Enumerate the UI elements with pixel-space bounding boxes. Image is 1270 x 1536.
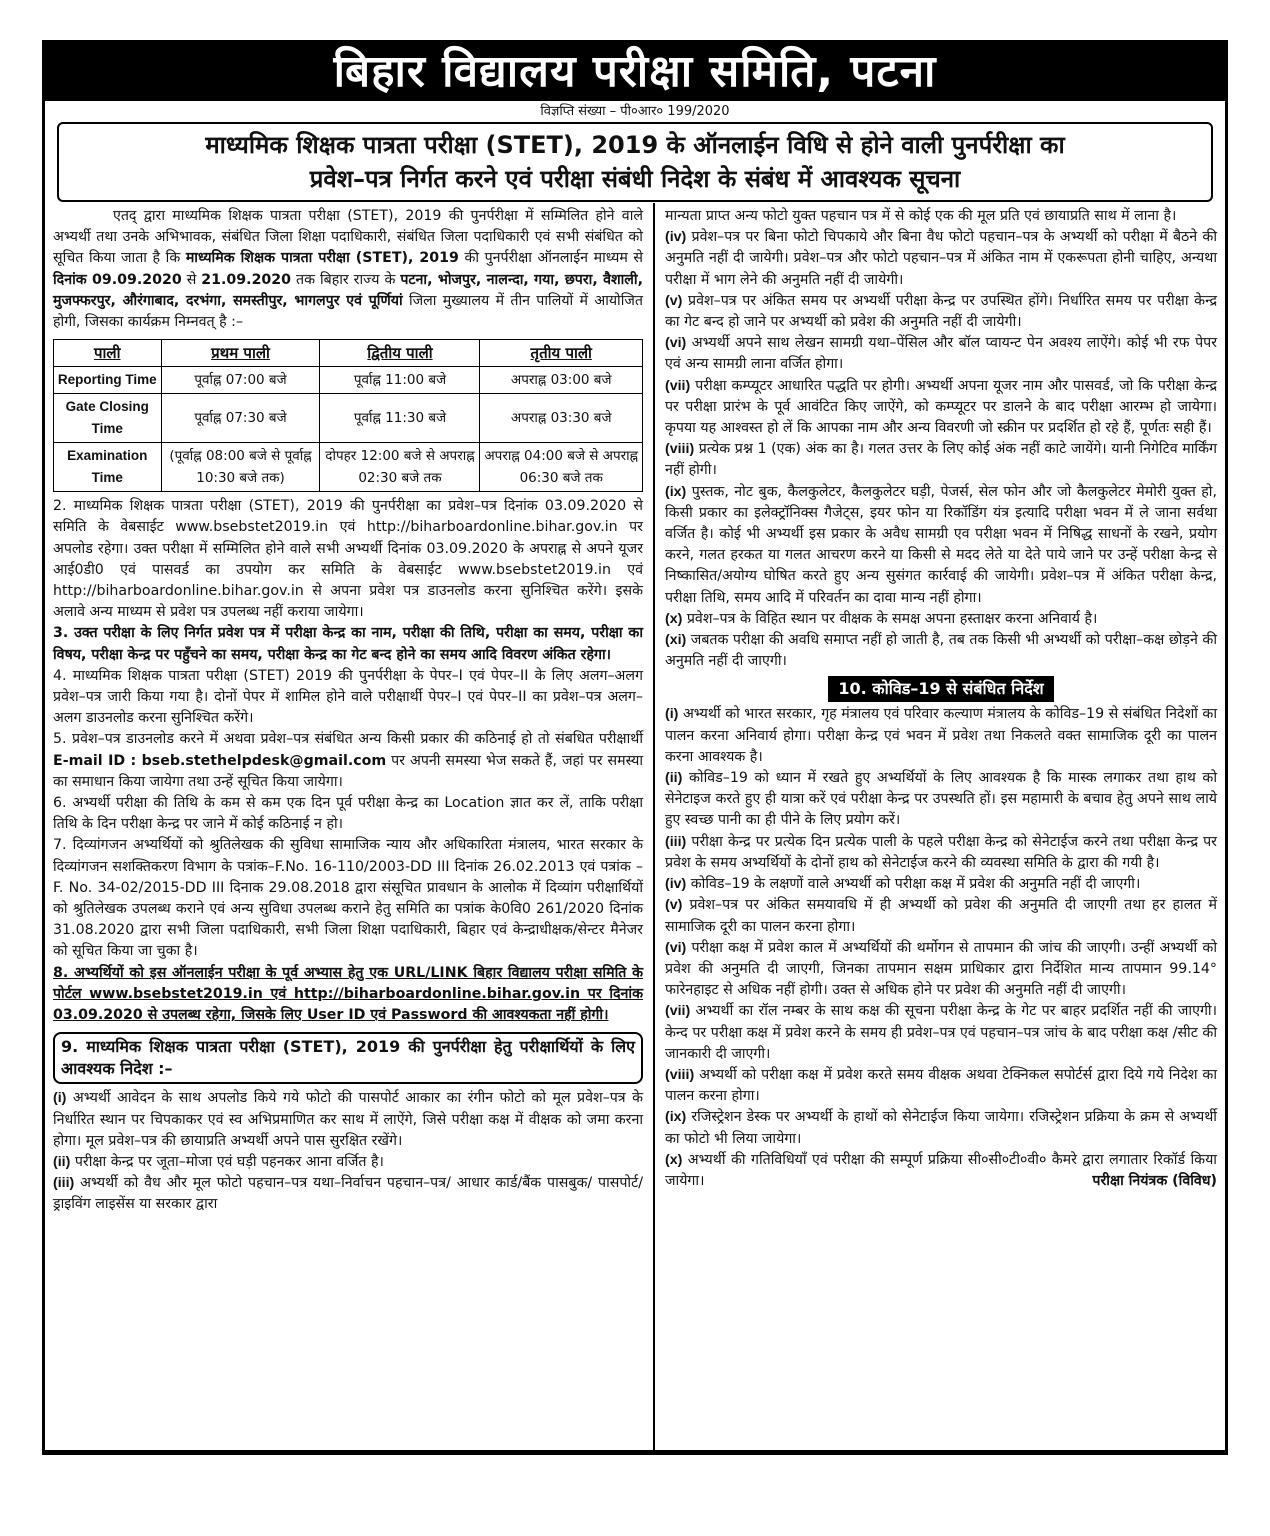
item-number: (x) bbox=[665, 1151, 683, 1168]
table-cell: पूर्वाह्न 11:30 बजे bbox=[320, 394, 480, 443]
sec10-item bbox=[665, 768, 1217, 832]
table-cell: अपराह्न 03:00 बजे bbox=[480, 367, 643, 394]
column-header: प्रथम पाली bbox=[161, 340, 320, 367]
sec9-item bbox=[665, 630, 1217, 672]
item-text: पुस्तक, नोट बुक, कैलकुलेटर, कैलकुलेटर घड़ी, पेजर्स, सेल फोन और जो कैलकुलेटर मेमोरी युक्त हो, किसी प्रकार का इलेक्ट्रॉनिक्स गैजेट्स, इयर फोन या रिकॉडिंग यंत्र इत्यादि परीक्षा भवन में ले जाना सर्वथा वर्जित है। कोई भी अभ्यर्थी इस प्रकार के अवैध सामग्री एव परीक्षा भवन में निषिद्ध साधनों के रखने, प्रयोग करने, गलत हरकत या गलत आचरण करने या किसी से मदद लेते या देते पाये जाने पर उन्हें परीक्षा केन्द्र से निष्कासित/अयोग्य घोषित करते हुए अन्य सुसंगत कार्रवाई की जायेगी। प्रवेश–पत्र में अंकित परीक्षा केन्द्र, परीक्षा तिथि, समय आदि में परिवर्तन का दावा मान्य नहीं होगा। bbox=[665, 483, 1217, 606]
exam-name: माध्यमिक शिक्षक पात्रता परीक्षा (STET), 2019 bbox=[185, 250, 459, 267]
notice-sheet bbox=[42, 40, 1228, 1455]
district-list: पटना, भोजपुर, नालन्दा, गया, छपरा, वैशाली, मुजफ्फरपुर, औरंगाबाद, दरभंगा, समस्तीपुर, भागलपुर एवं पूर्णियां bbox=[53, 271, 643, 309]
shift-schedule-table bbox=[53, 339, 643, 492]
sec10-item bbox=[665, 1001, 1217, 1065]
section-10-title: 10. कोविड–19 से संबंधित निर्देश bbox=[828, 676, 1053, 702]
intro-text: जिला मुख्यालय में तीन पालियों में आयोजित होगी, जिसका कार्यक्रम निम्नवत् है :– bbox=[53, 292, 644, 331]
end-date: 21.09.2020 bbox=[201, 271, 292, 288]
column-header: तृतीय पाली bbox=[480, 340, 643, 367]
item-text: प्रवेश–पत्र पर अंकित समयावधि में ही अभ्यर्थी को प्रवेश की अनुमति दी जाएगी तथा हर हालत में सामाजिक दूरी का पालन करना होगा। bbox=[665, 897, 1217, 935]
column-header: द्वितीय पाली bbox=[320, 340, 480, 367]
intro-text: से bbox=[181, 271, 202, 288]
item-number: (vii) bbox=[665, 1003, 691, 1020]
right-column bbox=[655, 203, 1225, 1450]
item-text: अभ्यर्थी का रॉल नम्बर के साथ कक्ष की सूचना परीक्षा केन्द्र के गेट पर बाहर प्रदर्शित नहीं की जाएगी। केन्द पर परीक्षा कक्ष में प्रवेश करने के समय ही प्रवेश–पत्र एवं पहचान–पत्र जांच के बाद परीक्षा कक्ष /सीट की जानकारी दी जाएगी। bbox=[665, 1003, 1217, 1062]
start-date: दिनांक 09.09.2020 bbox=[53, 271, 182, 288]
item-text: परीक्षा केन्द्र पर प्रत्येक दिन प्रत्येक पाली के पहले परीक्षा केन्द्र को सेनेटाईज करने तथा परीक्षा केन्द्र पर प्रवेश के समय अभ्यर्थियों के दोनों हाथ को सेनेटाईज करने की व्यवस्था समिति के द्वारा की गयी है। bbox=[665, 833, 1217, 871]
sec9-item bbox=[53, 1088, 643, 1152]
table-header-row bbox=[54, 340, 643, 367]
item-text: अभ्यर्थी आवेदन के साथ अपलोड किये गये फोटो की पासपोर्ट आकार का रंगीन फोटो को मूल प्रवेश–पत्र के निर्धारित स्थान पर चिपकाकर एवं स्व अभिप्रमाणित कर साथ में लाऐंगे, जिसे परीक्षा कक्ष में वीक्षक को जमा करना होगा। मूल प्रवेश–पत्र की छायाप्रति अभ्यर्थी अपने पास सुरक्षित रखेंगे। bbox=[53, 1090, 643, 1149]
org-masthead bbox=[45, 43, 1225, 101]
sec10-item bbox=[665, 1107, 1217, 1149]
table-cell: पूर्वाह्न 07:30 बजे bbox=[161, 394, 320, 443]
point-3-text: 3. उक्त परीक्षा के लिए निर्गत प्रवेश पत्र में परीक्षा केन्द्र का नाम, परीक्षा की तिथि, परीक्षा का समय, परीक्षा का विषय, परीक्षा केन्द्र पर पहुँचने का समय, परीक्षा केन्द्र का गेट बन्द होने का समय आदि विवरण अंकित रहेगा। bbox=[53, 625, 643, 663]
item-number: (v) bbox=[665, 897, 683, 914]
intro-text: की पुनर्परीक्षा ऑनलाईन माध्यम से bbox=[458, 250, 644, 267]
item-number: (v) bbox=[665, 292, 683, 309]
item-number: (viii) bbox=[665, 441, 695, 458]
item-number: (ix) bbox=[665, 483, 687, 500]
body-columns bbox=[45, 203, 1225, 1450]
org-title: बिहार विद्यालय परीक्षा समिति, पटना bbox=[333, 46, 937, 97]
item-text: अभ्यर्थी को परीक्षा कक्ष में प्रवेश करते समय वीक्षक अथवा टेक्निकल सपोर्टर्स द्वारा दिये गये निदेश का पालन करना होगा। bbox=[665, 1066, 1217, 1105]
sec10-item bbox=[665, 895, 1217, 937]
table-cell: अपराह्न 03:30 बजे bbox=[480, 394, 643, 443]
point-8 bbox=[53, 963, 643, 1027]
item-number: (iii) bbox=[53, 1175, 75, 1192]
item-number: (iii) bbox=[665, 833, 687, 850]
column-header: पाली bbox=[54, 340, 162, 367]
item-number: (i) bbox=[665, 706, 679, 723]
item-number: (iv) bbox=[665, 876, 687, 893]
sec9-item bbox=[665, 482, 1217, 609]
sec9-item bbox=[53, 1152, 643, 1173]
table-row bbox=[54, 394, 643, 443]
item-number: (vii) bbox=[665, 377, 691, 394]
item-text: प्रवेश–पत्र पर अंकित समय पर अभ्यर्थी परीक्षा केन्द्र पर उपस्थित होंगे। निर्धारित समय पर परीक्षा केन्द्र का गेट बन्द हो जाने पर अभ्यर्थी को प्रवेश की अनुमति नहीं दी जायेगी। bbox=[665, 292, 1217, 331]
point-7: 7. दिव्यांगजन अभ्यर्थियों को श्रुतिलेखक की सुविधा सामाजिक न्याय और अधिकारिता मंत्रालय, भारत सरकार के दिव्यांगजन सशक्तिकरण विभाग के पत्रांक–F.No. 16-110/2003-DD III दिनांक 26.02.2013 एवं पत्रांक –F. No. 34-02/2015-DD III दिनाक 29.08.2018 द्वारा संसूचित प्रावधान के आलोक में दिव्यांग परीक्षार्थियों को श्रुतिलेखक उपलब्ध कराने एवं अन्य सुविधा उपलब्ध कराने हेतु समिति का पत्रांक के0वि0 261/2020 दिनांक 31.08.2020 द्वारा सभी जिला पदाधिकारी, सभी जिला शिक्षा पदाधिकारी, बिहार एवं केन्द्राधीक्षक/सेन्टर मैनेजर को सूचित किया जा चुका है। bbox=[53, 837, 643, 960]
notice-title bbox=[57, 122, 1213, 202]
title-line-2: प्रवेश–पत्र निर्गत करने एवं परीक्षा संबंधी निदेश के संबंध में आवश्यक सूचना bbox=[309, 165, 961, 193]
item-number: (vi) bbox=[665, 335, 687, 352]
table-cell: अपराह्न 04:00 बजे से अपराह्न 06:30 बजे तक bbox=[480, 443, 643, 492]
item-number: (x) bbox=[665, 610, 683, 627]
sec10-item bbox=[665, 832, 1217, 874]
row-label: Gate Closing Time bbox=[54, 394, 162, 443]
item-number: (viii) bbox=[665, 1066, 695, 1083]
notice-number: विज्ञप्ति संख्या – पी०आर० 199/2020 bbox=[540, 104, 730, 119]
table-cell: पूर्वाह्न 11:00 बजे bbox=[320, 367, 480, 394]
row-label: Examination Time bbox=[54, 443, 162, 492]
point-5-text: 5. प्रवेश–पत्र डाउनलोड करने में अथवा प्रवेश–पत्र संबंधित अन्य किसी प्रकार की कठिनाई हो तो संबधित परीक्षार्थी bbox=[53, 731, 643, 748]
intro-text: तक बिहार राज्य के bbox=[291, 271, 401, 288]
item-text: प्रवेश–पत्र के विहित स्थान पर वीक्षक के समक्ष अपना हस्ताक्षर करना अनिवार्य है। bbox=[682, 610, 1098, 627]
item-number: (xi) bbox=[665, 632, 687, 649]
item-text: अभ्यर्थी को वैध और मूल फोटो पहचान–पत्र यथा–निर्वाचन पहचान–पत्र/ आधार कार्ड/बैंक पासबुक/ पासपोर्ट/ ड्राइविंग लाइसेंस या सरकार द्वारा bbox=[53, 1175, 643, 1213]
item-number: (i) bbox=[53, 1090, 67, 1107]
item-text: परीक्षा कम्प्यूटर आधारित पद्धति पर होगी। अभ्यर्थी अपना यूजर नाम और पासवर्ड, जो कि परीक्षा केन्द्र पर परीक्षा प्रारंभ के पूर्व आवंटित किए जाऐंगे, को कम्प्यूटर पर डालने के बाद परीक्षा आरम्भ हो जायेगा। कृपया यह आश्वस्त हो लें कि आपका नाम और अन्य विवरणी जो स्क्रीन पर प्रदर्शित हो रहे हैं, पूर्णतः सही हैं। bbox=[665, 377, 1217, 437]
helpdesk-email[interactable]: E-mail ID : bseb.stethelpdesk@gmail.com bbox=[53, 752, 387, 769]
item-number: (ii) bbox=[53, 1153, 71, 1170]
item-number: (iv) bbox=[665, 229, 687, 246]
point-5-text: पर अपनी समस्या भेज सकते हैं, जहां पर समस्या का समाधान किया जायेगा तथा उन्हें सूचित किया जायेगा। bbox=[53, 752, 643, 790]
point-5 bbox=[53, 729, 643, 793]
item-text: जबतक परीक्षा की अवधि समाप्त नहीं हो जाती है, तब तक किसी भी अभ्यर्थी को परीक्षा–कक्ष छोड़ने की अनुमति नहीं दी जाएगी। bbox=[665, 632, 1217, 670]
sec9-item bbox=[665, 439, 1217, 481]
item-text: कोविड–19 को ध्यान में रखते हुए अभ्यर्थियों के लिए आवश्यक है कि मास्क लगाकर तथा हाथ को सेनेटाइज करते हुए ही यात्रा करें एवं परीक्षा केन्द्र पर उपस्थति हों। इस महामारी के बचाव हेतु अपने साथ लाये हुए स्वच्छ पानी का ही पीने के लिए प्रयोग करें। bbox=[665, 770, 1217, 829]
item-text: अभ्यर्थी को भारत सरकार, गृह मंत्रालय एवं परिवार कल्याण मंत्रालय के कोविड–19 से संबंधित निदेशों का पालन करना अनिवार्य होगा। परीक्षा केन्द्र एवं भवन में प्रवेश तथा निकलते वक्त सामाजिक दूरी का पालन करना आवश्यक है। bbox=[665, 706, 1217, 765]
item-text: अभ्यर्थी की गतिविधियाँ एवं परीक्षा की सम्पूर्ण प्रक्रिया सी०सी०टी०वी० कैमरे द्वारा लगातार रिकॉर्ड किया जायेगा। bbox=[665, 1151, 1217, 1189]
point-6: 6. अभ्यर्थी परीक्षा की तिथि के कम से कम एक दिन पूर्व परीक्षा केन्द्र का Location ज्ञात कर लें, ताकि परीक्षा तिथि के दिन परीक्षा केन्द्र पर जाने में कोई कठिनाई न हो। bbox=[53, 795, 643, 833]
sec9-item bbox=[665, 291, 1217, 333]
point-8-text: 8. अभ्यर्थियों को इस ऑनलाईन परीक्षा के पूर्व अभ्यास हेतु एक URL/LINK बिहार विद्यालय परीक्षा समिति के पोर्टल www.bsebstet2019.in एवं http://biharboardonline.bihar.gov.in पर दिनांक 03.09.2020 से उपलब्ध रहेगा, जिसके लिए User ID एवं Password की आवश्यकता नहीं होगी। bbox=[53, 964, 643, 1024]
sec9-item bbox=[665, 333, 1217, 375]
item-text: अभ्यर्थी अपने साथ लेखन सामग्री यथा–पेंसिल और बॉल प्वायन्ट पेन अवश्य लाऐंगे। कोई भी रफ पेपर एवं अन्य सामग्री लाना वर्जित होगा। bbox=[665, 335, 1217, 373]
table-cell: दोपहर 12:00 बजे से अपराह्न 02:30 बजे तक bbox=[320, 443, 480, 492]
sec9-item bbox=[665, 227, 1217, 291]
table-cell: पूर्वाह्न 07:00 बजे bbox=[161, 367, 320, 394]
sec9-item bbox=[53, 1173, 643, 1215]
intro-text: एतद् द्वारा माध्यमिक शिक्षक पात्रता परीक्षा (STET), 2019 की पुनर्परीक्षा में सम्मिलित होने वाले अभ्यर्थी तथा उनके अभिभावक, संबंधित जिला शिक्षा पदाधिकारी, संबंधित जिला पदाधिकारी एवं सभी संबंधित को सूचित किया जाता है कि bbox=[53, 208, 643, 267]
row-label: Reporting Time bbox=[54, 367, 162, 394]
table-row bbox=[54, 367, 643, 394]
sec10-item bbox=[665, 938, 1217, 1002]
item-text: रजिस्ट्रेशन डेस्क पर अभ्यर्थी के हाथों को सेनेटाईज किया जायेगा। रजिस्ट्रेशन प्रक्रिया के क्रम से अभ्यर्थी का फोटो भी लिया जायेगा। bbox=[665, 1109, 1217, 1147]
table-cell: (पूर्वाह्न 08:00 बजे से पूर्वाह्न 10:30 बजे तक) bbox=[161, 443, 320, 492]
sec9-item bbox=[665, 609, 1217, 630]
intro-paragraph bbox=[53, 206, 643, 333]
point-4: 4. माध्यमिक शिक्षक पात्रता परीक्षा (STET) 2019 की पुनर्परीक्षा के पेपर–I एवं पेपर–II के लिए अलग–अलग प्रवेश–पत्र जारी किया गया है। दोनों पेपर में शामिल होने वाले परीक्षार्थी पेपर–I एवं पेपर–II का प्रवेश–पत्र अलग–अलग डाउनलोड करना सुनिश्चित करेंगे। bbox=[53, 667, 643, 727]
title-line-1: माध्यमिक शिक्षक पात्रता परीक्षा (STET), 2019 के ऑनलाईन विधि से होने वाली पुनर्परीक्षा का bbox=[205, 131, 1065, 159]
point-2: 2. माध्यमिक शिक्षक पात्रता परीक्षा (STET), 2019 की पुनर्परीक्षा का प्रवेश–पत्र दिनांक 03.09.2020 से समिति के वेबसाईट www.bsebstet2019.in एवं http://biharboardonline.bihar.gov.in पर अपलोड रहेगा। उक्त परीक्षा में सम्मिलित होने वाले सभी अभ्यर्थी दिनांक 03.09.2020 के अपराह्न से अपने यूजर आई0डी0 एवं पासवर्ड का उपयोग कर समिति के वेबसाईट www.bsebstet2019.in एवं http://biharboardonline.bihar.gov.in से अपना प्रवेश पत्र डाउनलोड करना सुनिश्चित करेंगे। इसके अलावे अन्य माध्यम से प्रवेश पत्र उपलब्ध नहीं कराया जायेगा। bbox=[53, 498, 643, 621]
sec10-item bbox=[665, 874, 1217, 895]
signature: परीक्षा नियंत्रक (विविध) bbox=[1092, 1172, 1217, 1189]
item-text: परीक्षा कक्ष में प्रवेश काल में अभ्यर्थियों की थर्मोगन से तापमान की जांच की जाएगी। उन्हीं अभ्यर्थी को प्रवेश की अनुमति दी जाएगी, जिनका तापमान सक्षम प्राधिकार द्वारा निर्देशित मान्य तापमान 99.14° फारेनहाइट से अधिक नहीं होगी। उक्त से अधिक होने पर प्रवेश की अनुमति नहीं दी जाएगी। bbox=[665, 939, 1217, 999]
item-text: प्रत्येक प्रश्न 1 (एक) अंक का है। गलत उत्तर के लिए कोई अंक नहीं काटे जायेंगे। यानी निगेटिव मार्किंग नहीं होगी। bbox=[665, 441, 1217, 479]
sec9-item bbox=[665, 376, 1217, 440]
table-row bbox=[54, 443, 643, 492]
sec10-item bbox=[665, 1065, 1217, 1107]
left-column bbox=[45, 203, 655, 1450]
sec9-item-continued: मान्यता प्राप्त अन्य फोटो युक्त पहचान पत्र में से कोई एक की मूल प्रति एवं छायाप्रति साथ में लाना है। bbox=[665, 208, 1177, 224]
section-9-heading: 9. माध्यमिक शिक्षक पात्रता परीक्षा (STET), 2019 की पुनर्परीक्षा हेतु परीक्षार्थियों के लिए आवश्यक निदेश :– bbox=[53, 1032, 643, 1084]
item-number: (ii) bbox=[665, 770, 683, 787]
item-number: (ix) bbox=[665, 1109, 687, 1126]
item-number: (vi) bbox=[665, 939, 687, 956]
sec10-item bbox=[665, 704, 1217, 768]
item-text: परीक्षा केन्द्र पर जूता–मोजा एवं घड़ी पहनकर आना वर्जित है। bbox=[70, 1153, 384, 1170]
item-text: प्रवेश–पत्र पर बिना फोटो चिपकाये और बिना वैध फोटो पहचान–पत्र के अभ्यर्थी को परीक्षा में बैठने की अनुमति नहीं दी जायेगी। प्रवेश–पत्र और फोटो पहचान–पत्र में अंकित नाम में एकरूपता होनी चाहिए, अन्यथा परीक्षा में भाग लेने की अनुमति नहीं दी जायेगी। bbox=[665, 229, 1217, 288]
item-text: कोविड–19 के लक्षणों वाले अभ्यर्थी को परीक्षा कक्ष में प्रवेश की अनुमति नहीं दी जाएगी। bbox=[686, 876, 1141, 893]
sec10-item bbox=[665, 1150, 1217, 1192]
point-3 bbox=[53, 623, 643, 665]
section-10-heading bbox=[665, 676, 1217, 702]
